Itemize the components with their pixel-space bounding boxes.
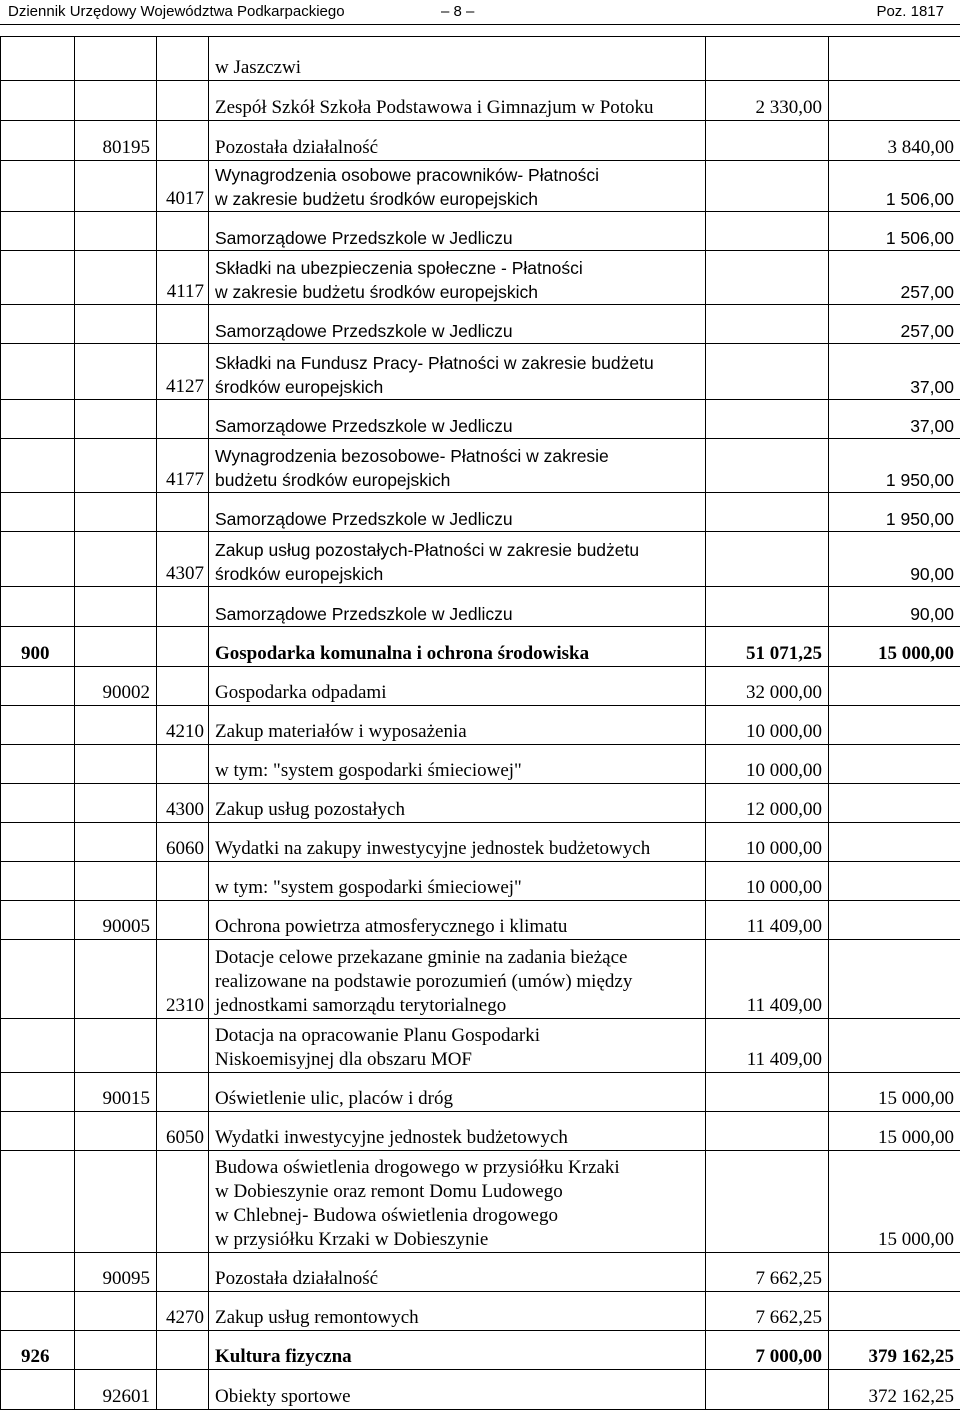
description-cell: Wydatki na zakupy inwestycyjne jednostek budżetowych xyxy=(209,823,706,862)
amount-income-cell: 10 000,00 xyxy=(706,862,829,901)
amount-income-cell xyxy=(706,532,829,587)
description-cell: Gospodarka komunalna i ochrona środowiska xyxy=(209,627,706,667)
table-row xyxy=(1,901,960,940)
amount-expense-cell xyxy=(829,706,960,745)
section-code-cell xyxy=(1,940,75,1019)
section-code-cell xyxy=(1,344,75,400)
table-row xyxy=(1,400,960,439)
amount-income-cell: 7 662,25 xyxy=(706,1292,829,1331)
chapter-code-cell xyxy=(75,940,157,1019)
paragraph-code-cell xyxy=(157,667,209,706)
chapter-code-cell: 80195 xyxy=(75,121,157,161)
paragraph-code-cell xyxy=(157,1331,209,1370)
amount-income-cell xyxy=(706,493,829,532)
table-row xyxy=(1,1112,960,1151)
chapter-code-cell xyxy=(75,1331,157,1370)
section-code-cell xyxy=(1,587,75,627)
table-row xyxy=(1,587,960,627)
paragraph-code-cell xyxy=(157,745,209,784)
amount-income-cell xyxy=(706,1151,829,1253)
chapter-code-cell xyxy=(75,344,157,400)
table-row xyxy=(1,1253,960,1292)
table-row xyxy=(1,305,960,344)
paragraph-code-cell xyxy=(157,1019,209,1073)
amount-income-cell xyxy=(706,1112,829,1151)
section-code-cell xyxy=(1,251,75,305)
description-cell: Samorządowe Przedszkole w Jedliczu xyxy=(209,493,706,532)
section-code-cell xyxy=(1,667,75,706)
paragraph-code-cell xyxy=(157,901,209,940)
chapter-code-cell xyxy=(75,1019,157,1073)
section-code-cell xyxy=(1,305,75,344)
description-cell: Samorządowe Przedszkole w Jedliczu xyxy=(209,212,706,251)
amount-expense-cell xyxy=(829,823,960,862)
paragraph-code-cell xyxy=(157,1370,209,1410)
chapter-code-cell xyxy=(75,823,157,862)
table-row xyxy=(1,1073,960,1112)
chapter-code-cell xyxy=(75,81,157,121)
amount-expense-cell xyxy=(829,784,960,823)
description-cell: Pozostała działalność xyxy=(209,1253,706,1292)
chapter-code-cell xyxy=(75,1112,157,1151)
description-cell: w tym: "system gospodarki śmieciowej" xyxy=(209,745,706,784)
amount-income-cell xyxy=(706,400,829,439)
amount-income-cell: 10 000,00 xyxy=(706,745,829,784)
paragraph-code-cell xyxy=(157,493,209,532)
table-row xyxy=(1,1292,960,1331)
table-row xyxy=(1,823,960,862)
amount-income-cell: 7 662,25 xyxy=(706,1253,829,1292)
amount-expense-cell xyxy=(829,81,960,121)
amount-expense-cell: 379 162,25 xyxy=(829,1331,960,1370)
paragraph-code-cell: 4307 xyxy=(157,532,209,587)
table-row xyxy=(1,784,960,823)
section-code-cell xyxy=(1,1073,75,1112)
table-row xyxy=(1,344,960,400)
table-row xyxy=(1,37,960,81)
chapter-code-cell xyxy=(75,706,157,745)
section-code-cell xyxy=(1,901,75,940)
description-cell: Budowa oświetlenia drogowego w przysiółku Krzaki w Dobieszynie oraz remont Domu Ludowego w Chlebnej- Budowa oświetlenia drogowego w przysiółku Krzaki w Dobieszynie xyxy=(209,1151,706,1253)
paragraph-code-cell: 6050 xyxy=(157,1112,209,1151)
chapter-code-cell: 90015 xyxy=(75,1073,157,1112)
amount-expense-cell: 15 000,00 xyxy=(829,627,960,667)
description-cell: Zakup usług pozostałych-Płatności w zakresie budżetu środków europejskich xyxy=(209,532,706,587)
section-code-cell xyxy=(1,121,75,161)
chapter-code-cell xyxy=(75,161,157,212)
description-cell: Ochrona powietrza atmosferycznego i klimatu xyxy=(209,901,706,940)
table-row xyxy=(1,1370,960,1410)
amount-income-cell: 51 071,25 xyxy=(706,627,829,667)
description-cell: Zakup usług remontowych xyxy=(209,1292,706,1331)
table-row xyxy=(1,532,960,587)
description-cell: Wydatki inwestycyjne jednostek budżetowych xyxy=(209,1112,706,1151)
table-row xyxy=(1,862,960,901)
amount-expense-cell xyxy=(829,745,960,784)
paragraph-code-cell xyxy=(157,1253,209,1292)
description-cell: Zakup usług pozostałych xyxy=(209,784,706,823)
paragraph-code-cell: 4210 xyxy=(157,706,209,745)
description-cell: Wynagrodzenia bezosobowe- Płatności w zakresie budżetu środków europejskich xyxy=(209,439,706,493)
paragraph-code-cell xyxy=(157,305,209,344)
amount-income-cell: 12 000,00 xyxy=(706,784,829,823)
amount-income-cell xyxy=(706,37,829,81)
description-cell: Dotacje celowe przekazane gminie na zadania bieżące realizowane na podstawie porozumień (umów) między jednostkami samorządu terytorialnego xyxy=(209,940,706,1019)
chapter-code-cell xyxy=(75,493,157,532)
section-code-cell xyxy=(1,1151,75,1253)
table-row xyxy=(1,940,960,1019)
amount-expense-cell xyxy=(829,940,960,1019)
chapter-code-cell xyxy=(75,784,157,823)
section-code-cell xyxy=(1,745,75,784)
paragraph-code-cell: 2310 xyxy=(157,940,209,1019)
amount-expense-cell: 257,00 xyxy=(829,305,960,344)
table-row xyxy=(1,493,960,532)
description-cell: Wynagrodzenia osobowe pracowników- Płatności w zakresie budżetu środków europejskich xyxy=(209,161,706,212)
chapter-code-cell xyxy=(75,627,157,667)
amount-income-cell: 32 000,00 xyxy=(706,667,829,706)
chapter-code-cell: 92601 xyxy=(75,1370,157,1410)
section-code-cell xyxy=(1,1019,75,1073)
amount-income-cell: 10 000,00 xyxy=(706,823,829,862)
amount-expense-cell: 90,00 xyxy=(829,587,960,627)
paragraph-code-cell: 4270 xyxy=(157,1292,209,1331)
description-cell: Dotacja na opracowanie Planu Gospodarki Niskoemisyjnej dla obszaru MOF xyxy=(209,1019,706,1073)
chapter-code-cell xyxy=(75,1292,157,1331)
amount-income-cell: 2 330,00 xyxy=(706,81,829,121)
amount-expense-cell: 1 950,00 xyxy=(829,439,960,493)
section-code-cell xyxy=(1,493,75,532)
chapter-code-cell xyxy=(75,1151,157,1253)
chapter-code-cell xyxy=(75,862,157,901)
amount-expense-cell: 3 840,00 xyxy=(829,121,960,161)
section-code-cell xyxy=(1,161,75,212)
amount-expense-cell xyxy=(829,667,960,706)
table-row xyxy=(1,81,960,121)
amount-expense-cell xyxy=(829,1253,960,1292)
journal-title: Dziennik Urzędowy Województwa Podkarpackiego xyxy=(8,3,345,20)
chapter-code-cell xyxy=(75,305,157,344)
amount-expense-cell: 90,00 xyxy=(829,532,960,587)
section-code-cell xyxy=(1,1370,75,1410)
chapter-code-cell: 90002 xyxy=(75,667,157,706)
chapter-code-cell xyxy=(75,400,157,439)
amount-income-cell: 10 000,00 xyxy=(706,706,829,745)
paragraph-code-cell: 4127 xyxy=(157,344,209,400)
chapter-code-cell xyxy=(75,532,157,587)
description-cell: Składki na ubezpieczenia społeczne - Płatności w zakresie budżetu środków europejskich xyxy=(209,251,706,305)
section-code-cell xyxy=(1,784,75,823)
section-code-cell xyxy=(1,532,75,587)
section-code-cell xyxy=(1,1253,75,1292)
paragraph-code-cell xyxy=(157,1073,209,1112)
paragraph-code-cell xyxy=(157,400,209,439)
chapter-code-cell xyxy=(75,37,157,81)
paragraph-code-cell xyxy=(157,37,209,81)
chapter-code-cell: 90005 xyxy=(75,901,157,940)
description-cell: Samorządowe Przedszkole w Jedliczu xyxy=(209,400,706,439)
paragraph-code-cell xyxy=(157,121,209,161)
table-row xyxy=(1,667,960,706)
description-cell: w Jaszczwi xyxy=(209,37,706,81)
section-code-cell xyxy=(1,37,75,81)
chapter-code-cell xyxy=(75,439,157,493)
paragraph-code-cell xyxy=(157,627,209,667)
paragraph-code-cell xyxy=(157,1151,209,1253)
position-number: Poz. 1817 xyxy=(876,3,944,20)
amount-income-cell xyxy=(706,1370,829,1410)
amount-expense-cell: 1 506,00 xyxy=(829,161,960,212)
amount-income-cell xyxy=(706,251,829,305)
amount-income-cell: 11 409,00 xyxy=(706,901,829,940)
amount-expense-cell: 372 162,25 xyxy=(829,1370,960,1410)
budget-table xyxy=(0,36,960,1410)
chapter-code-cell xyxy=(75,251,157,305)
table-row xyxy=(1,745,960,784)
section-code-cell xyxy=(1,706,75,745)
description-cell: Składki na Fundusz Pracy- Płatności w zakresie budżetu środków europejskich xyxy=(209,344,706,400)
section-code-cell xyxy=(1,212,75,251)
paragraph-code-cell: 4117 xyxy=(157,251,209,305)
section-code-cell xyxy=(1,1292,75,1331)
paragraph-code-cell: 4177 xyxy=(157,439,209,493)
amount-income-cell: 7 000,00 xyxy=(706,1331,829,1370)
table-row xyxy=(1,1019,960,1073)
description-cell: Zespół Szkół Szkoła Podstawowa i Gimnazjum w Potoku xyxy=(209,81,706,121)
amount-expense-cell: 1 506,00 xyxy=(829,212,960,251)
table-row xyxy=(1,251,960,305)
table-row xyxy=(1,706,960,745)
section-code-cell xyxy=(1,862,75,901)
amount-expense-cell: 37,00 xyxy=(829,344,960,400)
amount-income-cell xyxy=(706,1073,829,1112)
amount-expense-cell xyxy=(829,1292,960,1331)
amount-income-cell xyxy=(706,439,829,493)
description-cell: Pozostała działalność xyxy=(209,121,706,161)
table-row xyxy=(1,212,960,251)
description-cell: w tym: "system gospodarki śmieciowej" xyxy=(209,862,706,901)
description-cell: Samorządowe Przedszkole w Jedliczu xyxy=(209,587,706,627)
page-header xyxy=(0,0,960,25)
section-code-cell xyxy=(1,400,75,439)
section-code-cell: 900 xyxy=(1,627,75,667)
amount-expense-cell: 37,00 xyxy=(829,400,960,439)
amount-expense-cell: 15 000,00 xyxy=(829,1112,960,1151)
description-cell: Oświetlenie ulic, placów i dróg xyxy=(209,1073,706,1112)
table-row xyxy=(1,1331,960,1370)
description-cell: Samorządowe Przedszkole w Jedliczu xyxy=(209,305,706,344)
amount-expense-cell xyxy=(829,37,960,81)
paragraph-code-cell: 4300 xyxy=(157,784,209,823)
amount-expense-cell: 257,00 xyxy=(829,251,960,305)
amount-income-cell xyxy=(706,121,829,161)
amount-expense-cell: 15 000,00 xyxy=(829,1073,960,1112)
table-row xyxy=(1,439,960,493)
chapter-code-cell xyxy=(75,745,157,784)
budget-table-body xyxy=(1,37,960,1410)
paragraph-code-cell xyxy=(157,862,209,901)
section-code-cell xyxy=(1,439,75,493)
amount-expense-cell: 15 000,00 xyxy=(829,1151,960,1253)
amount-income-cell: 11 409,00 xyxy=(706,1019,829,1073)
chapter-code-cell xyxy=(75,212,157,251)
chapter-code-cell xyxy=(75,587,157,627)
section-code-cell xyxy=(1,823,75,862)
table-row xyxy=(1,1151,960,1253)
description-cell: Kultura fizyczna xyxy=(209,1331,706,1370)
amount-expense-cell xyxy=(829,1019,960,1073)
chapter-code-cell: 90095 xyxy=(75,1253,157,1292)
section-code-cell: 926 xyxy=(1,1331,75,1370)
paragraph-code-cell xyxy=(157,587,209,627)
table-row xyxy=(1,627,960,667)
description-cell: Gospodarka odpadami xyxy=(209,667,706,706)
amount-income-cell: 11 409,00 xyxy=(706,940,829,1019)
amount-income-cell xyxy=(706,161,829,212)
section-code-cell xyxy=(1,81,75,121)
amount-income-cell xyxy=(706,305,829,344)
amount-expense-cell xyxy=(829,901,960,940)
paragraph-code-cell xyxy=(157,212,209,251)
amount-expense-cell xyxy=(829,862,960,901)
page-number: – 8 – xyxy=(441,3,475,20)
paragraph-code-cell: 4017 xyxy=(157,161,209,212)
description-cell: Obiekty sportowe xyxy=(209,1370,706,1410)
table-row xyxy=(1,121,960,161)
section-code-cell xyxy=(1,1112,75,1151)
paragraph-code-cell xyxy=(157,81,209,121)
amount-income-cell xyxy=(706,344,829,400)
table-row xyxy=(1,161,960,212)
amount-expense-cell: 1 950,00 xyxy=(829,493,960,532)
paragraph-code-cell: 6060 xyxy=(157,823,209,862)
description-cell: Zakup materiałów i wyposażenia xyxy=(209,706,706,745)
amount-income-cell xyxy=(706,587,829,627)
amount-income-cell xyxy=(706,212,829,251)
